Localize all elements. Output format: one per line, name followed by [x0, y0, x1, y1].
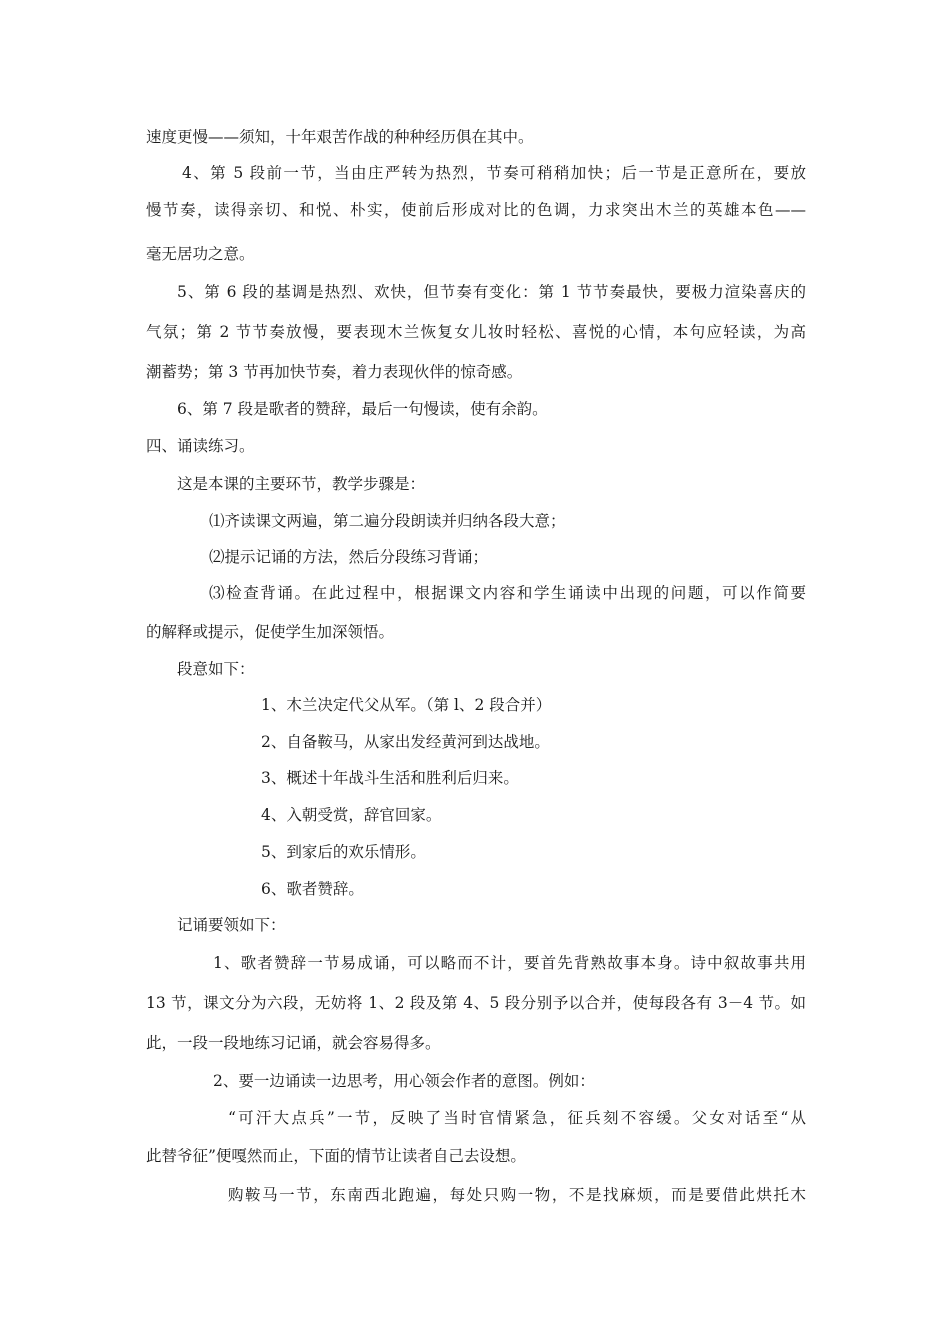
- text-line: 购鞍马一节，东南西北跑遍，每处只购一物，不是找麻烦，而是要借此烘托木: [228, 1186, 806, 1204]
- list-item: 6、歌者赞辞。: [261, 880, 364, 898]
- text-line: 这是本课的主要环节，教学步骤是：: [177, 475, 426, 493]
- text-line: 2、要一边诵读一边思考，用心领会作者的意图。例如：: [213, 1072, 595, 1090]
- text-line: 此替爷征”便嘎然而止，下面的情节让读者自己去设想。: [146, 1147, 526, 1165]
- text-line: 毫无居功之意。: [146, 245, 255, 263]
- text-line: 5、第 6 段的基调是热烈、欢快，但节奏有变化：第 1 节节奏最快，要极力渲染喜庆的: [177, 283, 806, 301]
- list-item: 4、入朝受赏，辞官回家。: [261, 806, 442, 824]
- list-item: 5、到家后的欢乐情形。: [261, 843, 426, 861]
- list-item: 3、概述十年战斗生活和胜利后归来。: [261, 769, 519, 787]
- text-line: 13 节，课文分为六段，无妨将 1、2 段及第 4、5 段分别予以合并，使每段各有 3－4 节。如: [146, 994, 806, 1012]
- text-line: 此，一段一段地练习记诵，就会容易得多。: [146, 1034, 441, 1052]
- text-line: 6、第 7 段是歌者的赞辞，最后一句慢读，使有余韵。: [177, 400, 548, 418]
- list-item: 2、自备鞍马，从家出发经黄河到达战地。: [261, 733, 550, 751]
- text-line: 速度更慢——须知，十年艰苦作战的种种经历俱在其中。: [146, 128, 534, 146]
- text-line: 潮蓄势；第 3 节再加快节奏，着力表现伙伴的惊奇感。: [146, 363, 523, 381]
- text-line: 记诵要领如下：: [177, 916, 286, 934]
- text-line: 的解释或提示，促使学生加深领悟。: [146, 623, 395, 641]
- list-item: ⑵提示记诵的方法，然后分段练习背诵；: [209, 548, 489, 566]
- text-line: 气氛；第 2 节节奏放慢，要表现木兰恢复女儿妆时轻松、喜悦的心情，本句应轻读，为高: [146, 323, 806, 341]
- text-line: 1、歌者赞辞一节易成诵，可以略而不计，要首先背熟故事本身。诗中叙故事共用: [213, 954, 806, 972]
- section-heading: 四、诵读练习。: [146, 437, 255, 455]
- list-item: 1、木兰决定代父从军。（第 l、2 段合并）: [261, 696, 552, 714]
- text-line: 慢节奏，读得亲切、和悦、朴实，使前后形成对比的色调，力求突出木兰的英雄本色——: [146, 201, 806, 219]
- text-line: 段意如下：: [177, 660, 255, 678]
- text-line: “可汗大点兵”一节，反映了当时官情紧急，征兵刻不容缓。父女对话至“从: [228, 1109, 806, 1127]
- list-item: ⑶检查背诵。在此过程中，根据课文内容和学生诵读中出现的问题，可以作简要: [209, 584, 806, 602]
- list-item: ⑴齐读课文两遍，第二遍分段朗读并归纳各段大意；: [209, 512, 566, 530]
- text-line: 4、第 5 段前一节，当由庄严转为热烈，节奏可稍稍加快；后一节是正意所在，要放: [182, 164, 806, 182]
